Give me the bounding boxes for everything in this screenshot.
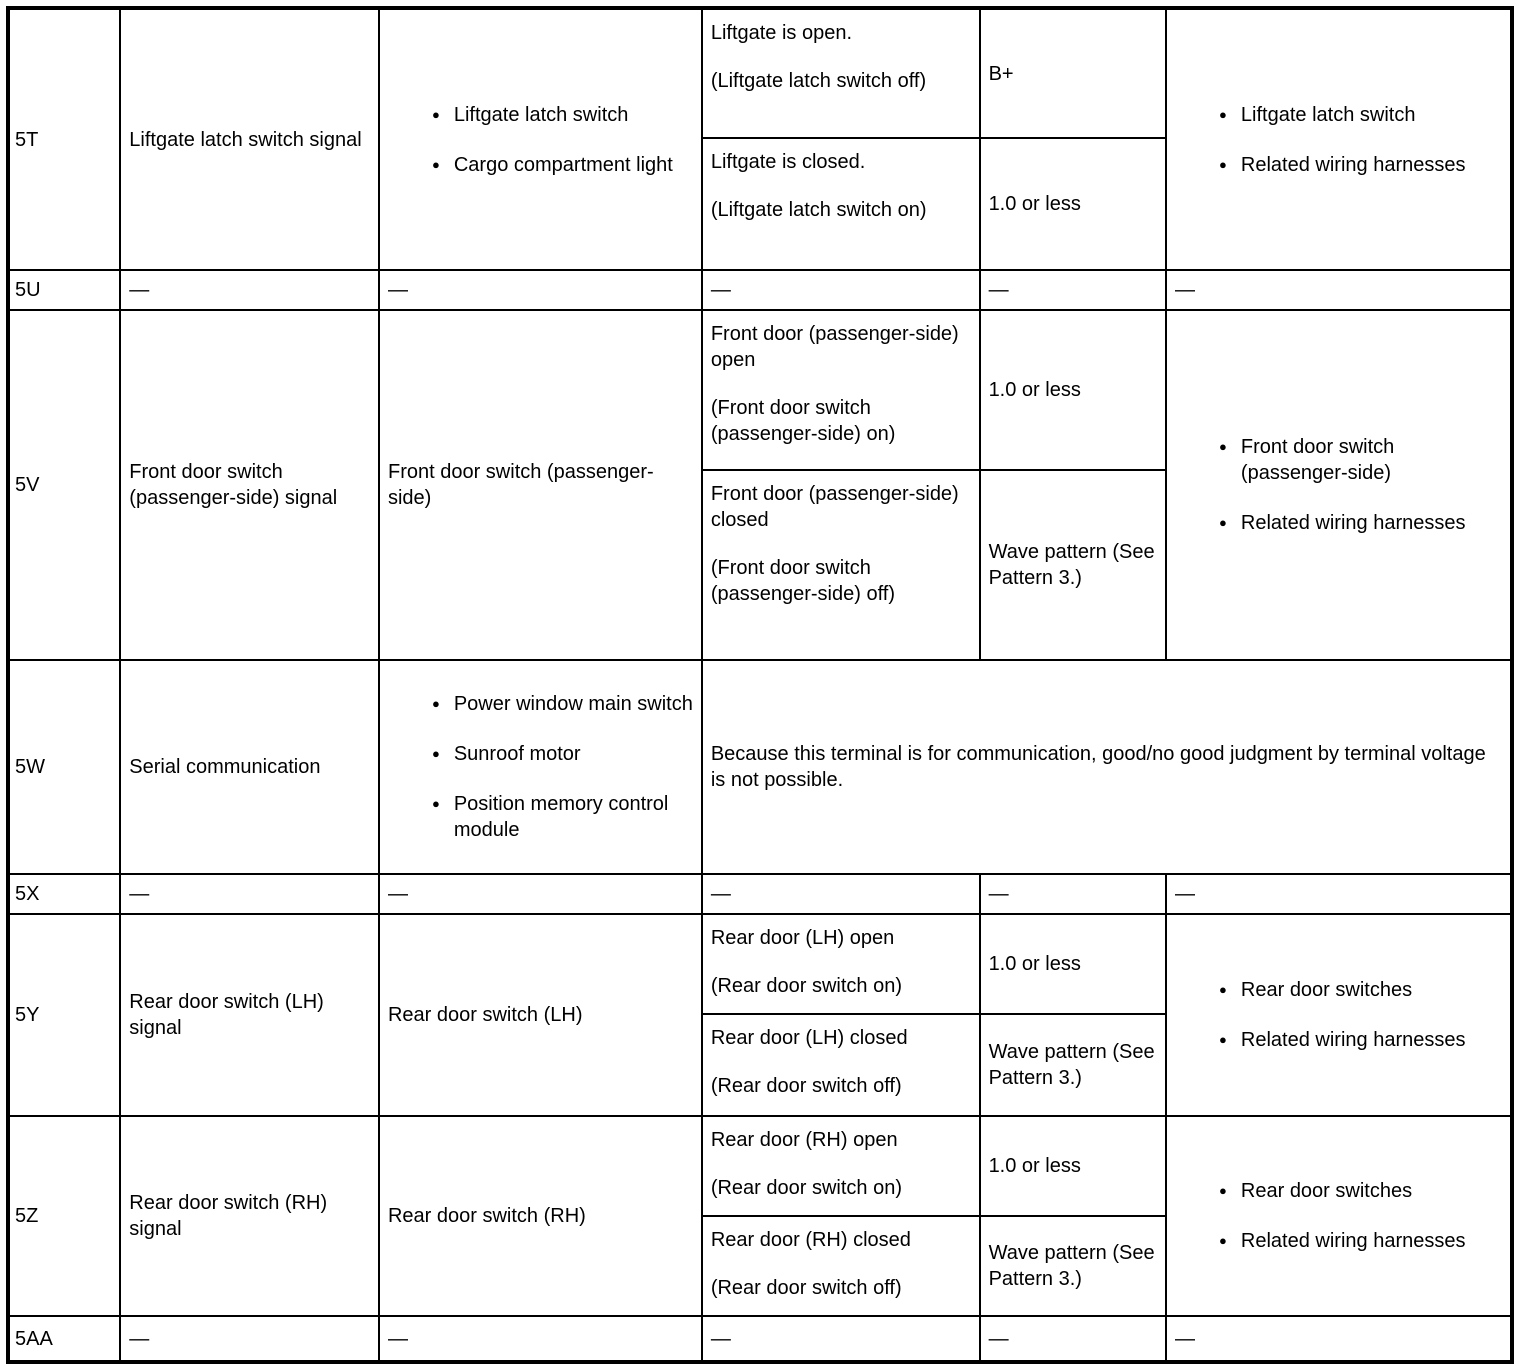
bullet-icon: ●	[1219, 515, 1227, 530]
list-item	[1219, 152, 1502, 178]
bullet-icon: ●	[431, 746, 440, 761]
list-item	[1219, 977, 1502, 1003]
cell-condition-5y-2	[702, 1014, 980, 1116]
condition-subtext: (Front door switch (passenger-side) on)	[710, 397, 896, 445]
bullet-icon: ●	[1219, 1032, 1227, 1047]
bullet-icon: ●	[1219, 106, 1227, 122]
condition-subtext: (Rear door switch on)	[710, 1177, 903, 1199]
cell-inspection-5y	[1166, 914, 1512, 1116]
cell-connected-5z: Rear door switch (RH)	[379, 1116, 702, 1316]
inspection-list	[1175, 102, 1502, 178]
list-item	[432, 691, 693, 717]
bullet-icon: ●	[1219, 1233, 1227, 1248]
connected-list	[388, 691, 693, 843]
condition-subtext: (Rear door switch on)	[710, 975, 903, 997]
cell-signal-5u: —	[120, 270, 379, 310]
condition-text: Rear door (RH) open	[710, 1129, 898, 1151]
cell-condition-5y-1	[702, 914, 980, 1014]
list-item	[432, 102, 693, 128]
condition-text: Front door (passenger-side) open	[710, 323, 959, 371]
list-item-label: Front door switch (passenger-side)	[1240, 436, 1395, 484]
condition-subtext: (Front door switch (passenger-side) off)	[710, 557, 895, 605]
cell-connected-5w	[379, 660, 702, 874]
cell-condition-5x: —	[702, 874, 980, 914]
cell-voltage-5aa: —	[980, 1316, 1166, 1362]
cell-inspection-5t	[1166, 8, 1512, 270]
list-item-label: Liftgate latch switch	[1240, 103, 1416, 126]
list-item	[1219, 510, 1502, 536]
cell-inspection-5x: —	[1166, 874, 1512, 914]
cell-signal-5t: Liftgate latch switch signal	[120, 8, 379, 270]
cell-terminal-5z: 5Z	[8, 1116, 120, 1316]
cell-connected-5y: Rear door switch (LH)	[379, 914, 702, 1116]
cell-inspection-5v	[1166, 310, 1512, 660]
cell-voltage-5t-2: 1.0 or less	[980, 138, 1166, 270]
cell-connected-5u: —	[379, 270, 702, 310]
cell-condition-5z-2	[702, 1216, 980, 1316]
cell-terminal-5aa: 5AA	[8, 1316, 120, 1362]
condition-text: Rear door (LH) closed	[710, 1027, 908, 1049]
condition-text: Rear door (LH) open	[710, 927, 895, 949]
bullet-icon: ●	[1219, 1183, 1227, 1198]
cell-signal-5v: Front door switch (passenger-side) signal	[120, 310, 379, 660]
cell-connected-5v: Front door switch (passenger-side)	[379, 310, 702, 660]
list-item-label: Cargo compartment light	[453, 153, 673, 176]
cell-inspection-5u: —	[1166, 270, 1512, 310]
cell-signal-5y: Rear door switch (LH) signal	[120, 914, 379, 1116]
list-item-label: Liftgate latch switch	[453, 103, 629, 126]
inspection-list	[1175, 1178, 1502, 1254]
cell-voltage-5u: —	[980, 270, 1166, 310]
cell-terminal-5x: 5X	[8, 874, 120, 914]
condition-subtext: (Liftgate latch switch off)	[710, 70, 927, 92]
cell-terminal-5w: 5W	[8, 660, 120, 874]
list-item-label: Related wiring harnesses	[1240, 153, 1466, 176]
condition-subtext: (Rear door switch off)	[710, 1075, 902, 1097]
list-item-label: Sunroof motor	[453, 743, 581, 765]
cell-condition-5aa: —	[702, 1316, 980, 1362]
bullet-icon: ●	[1219, 982, 1227, 997]
cell-signal-5z: Rear door switch (RH) signal	[120, 1116, 379, 1316]
cell-voltage-5z-1: 1.0 or less	[980, 1116, 1166, 1216]
connected-list	[388, 102, 693, 178]
list-item	[432, 791, 693, 843]
cell-condition-5v-2	[702, 470, 980, 660]
bullet-icon: ●	[431, 156, 440, 172]
cell-connected-5aa: —	[379, 1316, 702, 1362]
cell-note-5w: Because this terminal is for communication, good/no good judgment by terminal voltage is not possible.	[702, 660, 1512, 874]
list-item	[1219, 1178, 1502, 1204]
bullet-icon: ●	[431, 106, 440, 122]
list-item	[1219, 1228, 1502, 1254]
list-item	[432, 152, 693, 178]
manual-page	[0, 6, 1520, 1364]
cell-connected-5t	[379, 8, 702, 270]
condition-subtext: (Liftgate latch switch on)	[710, 199, 927, 221]
list-item	[1219, 434, 1502, 486]
list-item	[1219, 1027, 1502, 1053]
list-item-label: Related wiring harnesses	[1240, 1230, 1466, 1252]
cell-inspection-5z	[1166, 1116, 1512, 1316]
list-item-label: Power window main switch	[453, 693, 693, 715]
cell-voltage-5v-2: Wave pattern (See Pattern 3.)	[980, 470, 1166, 660]
condition-subtext: (Rear door switch off)	[710, 1277, 902, 1299]
inspection-list	[1175, 434, 1502, 536]
cell-terminal-5y: 5Y	[8, 914, 120, 1116]
cell-condition-5t-1	[702, 8, 980, 138]
bullet-icon: ●	[1219, 156, 1227, 172]
cell-terminal-5v: 5V	[8, 310, 120, 660]
cell-condition-5u: —	[702, 270, 980, 310]
cell-connected-5x: —	[379, 874, 702, 914]
list-item-label: Position memory control module	[453, 793, 669, 841]
cell-condition-5z-1	[702, 1116, 980, 1216]
bullet-icon: ●	[1219, 439, 1227, 454]
cell-inspection-5aa: —	[1166, 1316, 1512, 1362]
cell-condition-5v-1	[702, 310, 980, 470]
list-item	[432, 741, 693, 767]
condition-text: Liftgate is closed.	[710, 151, 866, 173]
cell-signal-5x: —	[120, 874, 379, 914]
list-item-label: Rear door switches	[1240, 979, 1413, 1001]
cell-voltage-5y-1: 1.0 or less	[980, 914, 1166, 1014]
list-item-label: Related wiring harnesses	[1240, 512, 1466, 534]
condition-text: Rear door (RH) closed	[710, 1229, 911, 1251]
cell-voltage-5x: —	[980, 874, 1166, 914]
cell-voltage-5z-2: Wave pattern (See Pattern 3.)	[980, 1216, 1166, 1316]
cell-voltage-5t-1: B+	[980, 8, 1166, 138]
cell-condition-5t-2	[702, 138, 980, 270]
condition-text: Liftgate is open.	[710, 22, 853, 44]
cell-terminal-5t: 5T	[8, 8, 120, 270]
bullet-icon: ●	[431, 796, 440, 811]
inspection-list	[1175, 977, 1502, 1053]
condition-text: Front door (passenger-side) closed	[710, 483, 959, 531]
bullet-icon: ●	[431, 696, 440, 711]
cell-signal-5aa: —	[120, 1316, 379, 1362]
cell-signal-5w: Serial communication	[120, 660, 379, 874]
terminal-voltage-table	[6, 6, 1514, 1364]
cell-voltage-5y-2: Wave pattern (See Pattern 3.)	[980, 1014, 1166, 1116]
list-item-label: Rear door switches	[1240, 1180, 1413, 1202]
cell-terminal-5u: 5U	[8, 270, 120, 310]
list-item-label: Related wiring harnesses	[1240, 1029, 1466, 1051]
cell-voltage-5v-1: 1.0 or less	[980, 310, 1166, 470]
list-item	[1219, 102, 1502, 128]
